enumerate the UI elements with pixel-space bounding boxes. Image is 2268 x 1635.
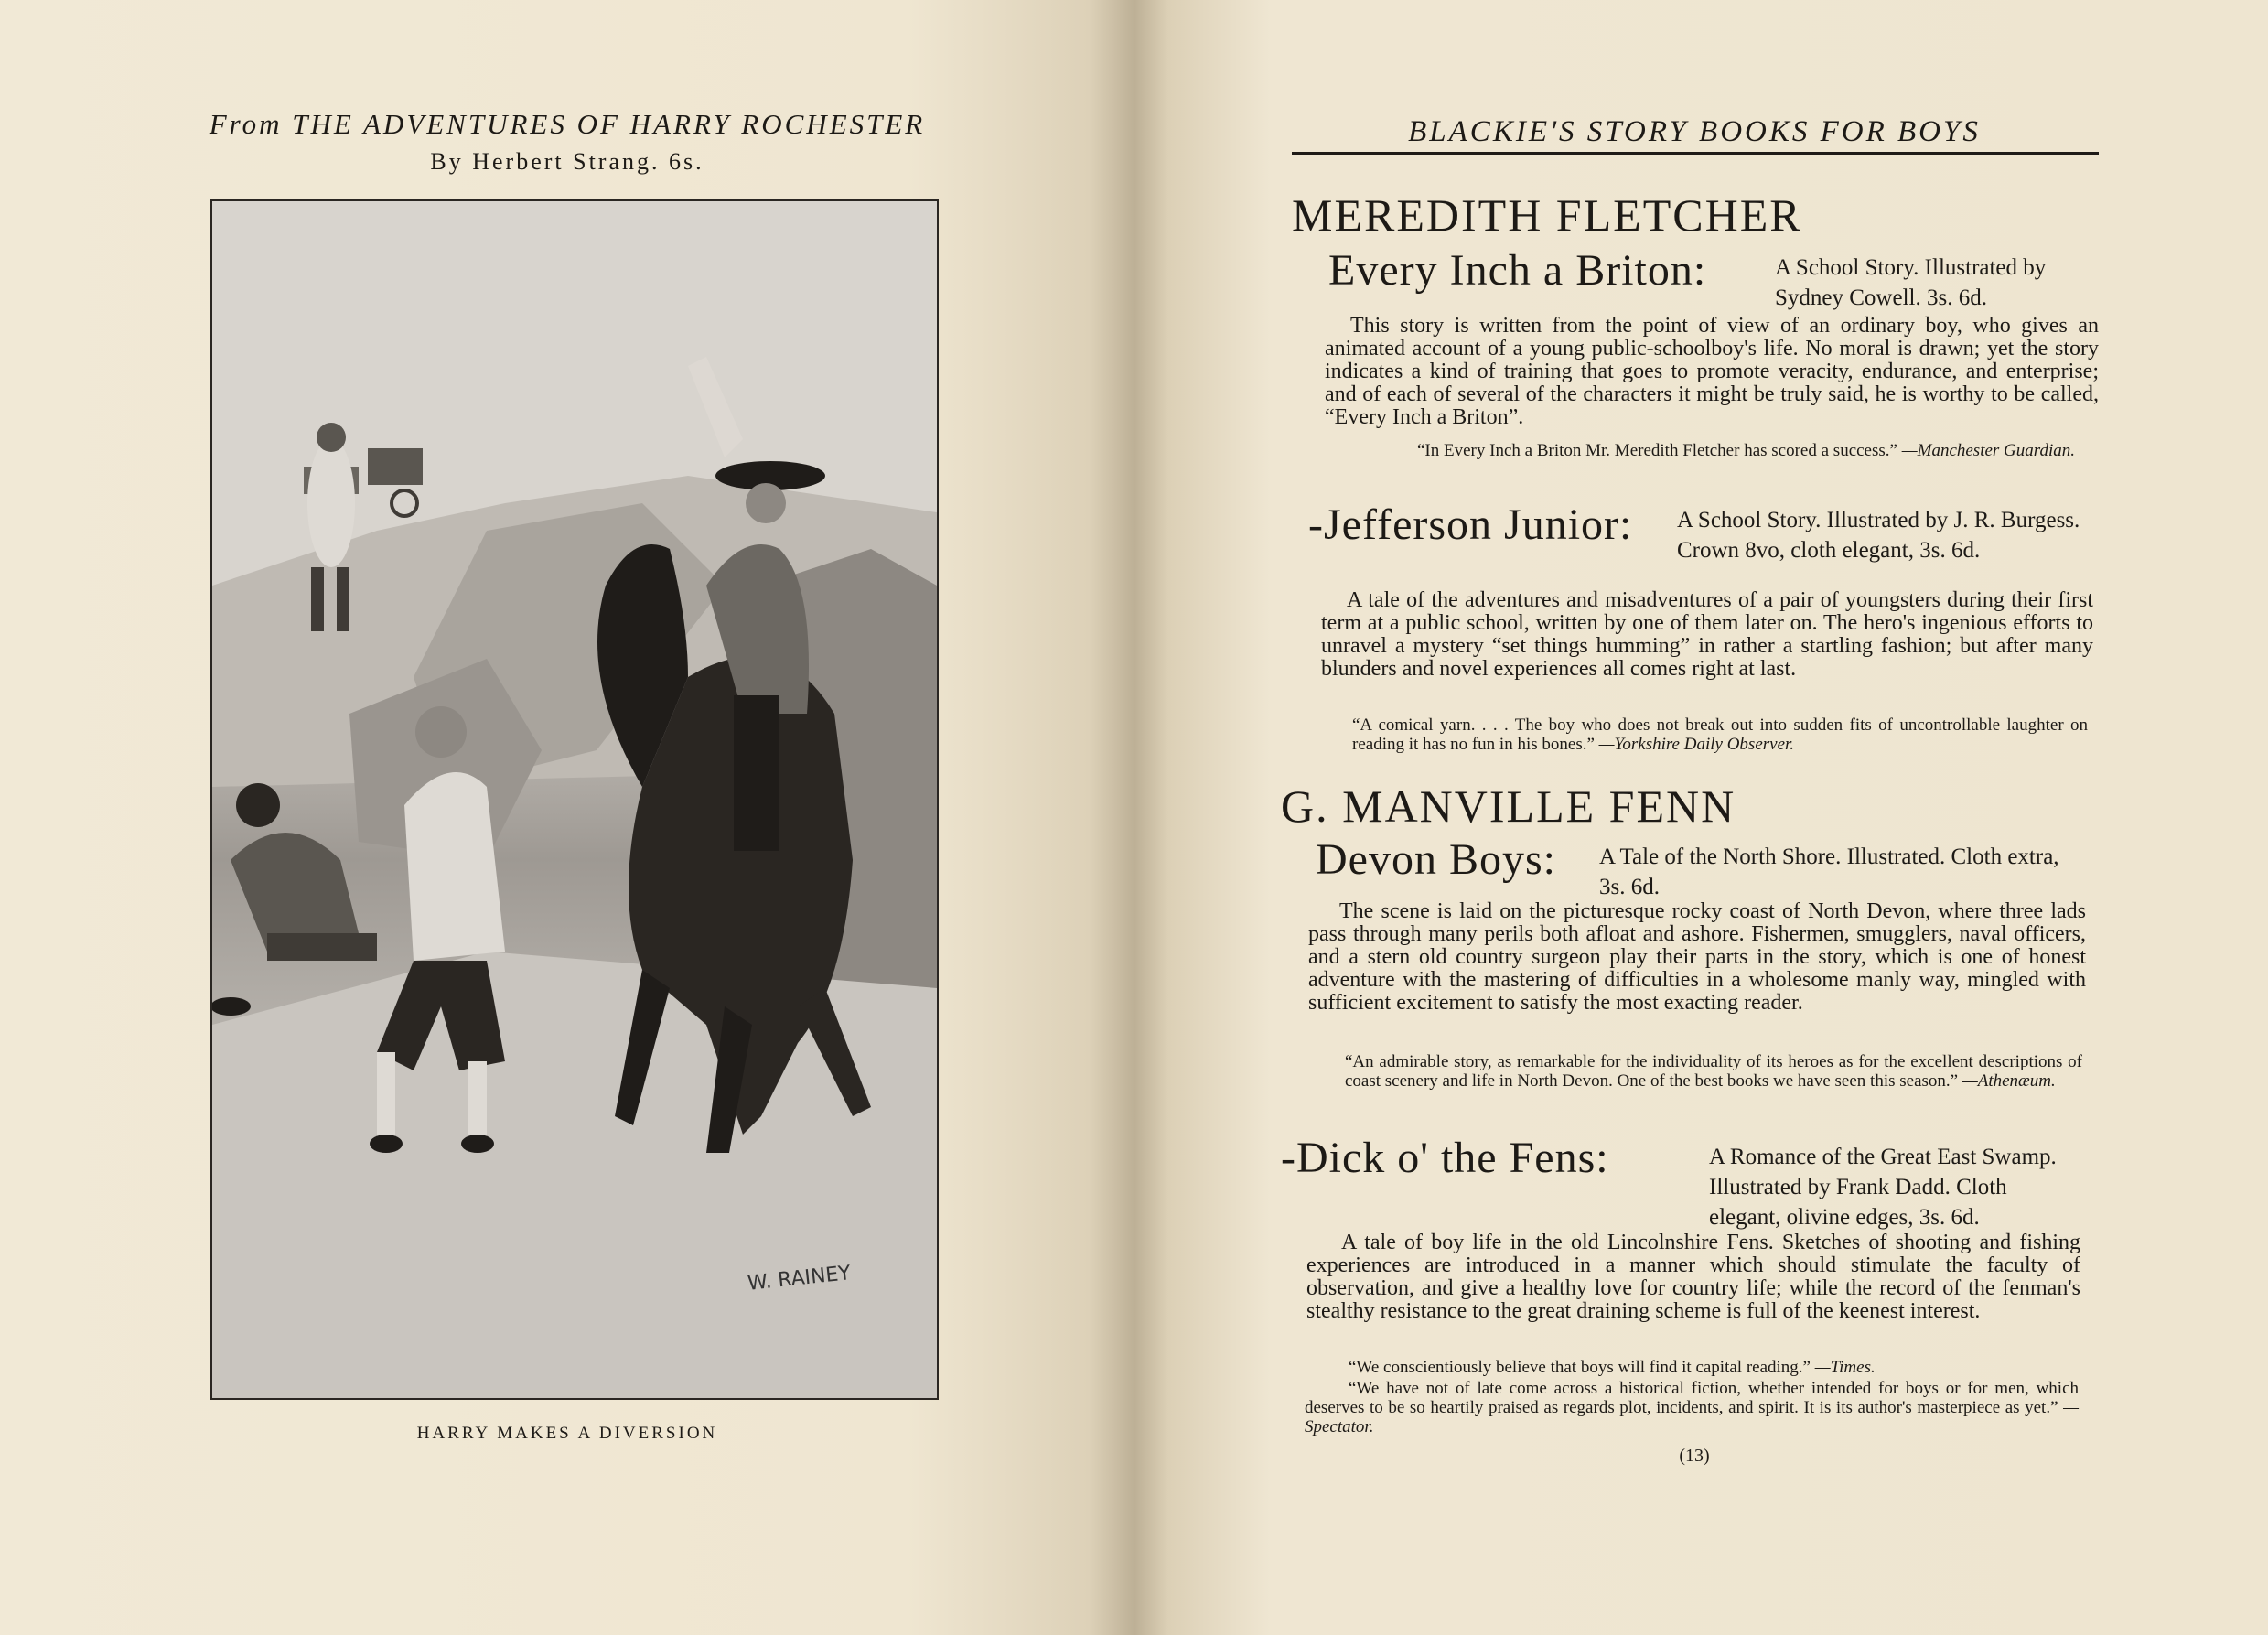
artist-signature: W. RAINEY [747,1262,852,1296]
book-title: Every Inch a Briton: [1328,246,1707,295]
review-quote-source: —Yorkshire Daily Observer. [1598,735,1795,754]
review-quote-source: —Manchester Guardian. [1901,441,2075,460]
illustration-plate [210,199,939,1400]
illustration-drawing [212,201,937,1398]
header-rule [1292,152,2099,155]
book-description: A tale of boy life in the old Lincolnshire Fens. Sketches of shooting and fishing experiences are introduced in a manner which should stimulate the faculty of observation, and give a healthy love for country life; while the record of the fenman's stealthy resistance to the great draining scheme is full of the keenest interest. [1306,1231,2080,1323]
book-title: Devon Boys: [1316,835,1556,884]
book-title: -Dick o' the Fens: [1281,1134,1609,1182]
review-quote-line [1305,1379,2079,1436]
review-quote [1325,441,2075,460]
review-quote [1352,715,2088,754]
running-header: BLACKIE'S STORY BOOKS FOR BOYS [1408,115,1981,148]
review-quote-source: —Athenæum. [1962,1071,2056,1091]
review-quote-line [1305,1358,2079,1377]
review-quote-text: “An admirable story, as remarkable for the individuality of its heroes as for the excellent descriptions of coast scenery and life in North Devon. One of the best books we have seen this season.” [1345,1052,2082,1091]
book-description: The scene is laid on the picturesque rocky coast of North Devon, where three lads pass through many perils both afloat and ashore. Fishermen, smugglers, naval officers, and a stern old country surgeon play their parts in the story, which is one of honest adventure with the mastering of difficulties in a wholesome manly way, mingled with sufficient excitement to satisfy the most exacting reader. [1308,899,2086,1015]
review-quote [1305,1358,2079,1436]
review-quote [1345,1052,2082,1091]
review-quote-text: “In Every Inch a Briton Mr. Meredith Fletcher has scored a success.” [1417,441,1897,460]
book-meta: A Romance of the Great East Swamp. Illustrated by Frank Dadd. Cloth elegant, olivine edges, 3s. 6d. [1709,1145,2057,1230]
review-quote-text: “A comical yarn. . . . The boy who does not break out into sudden fits of uncontrollable laughter on reading it has no fun in his bones.” [1352,715,2088,754]
illustration-caption: HARRY MAKES A DIVERSION [416,1424,718,1443]
review-quote-source: —Times. [1814,1358,1876,1377]
author-heading: G. MANVILLE FENN [1281,780,1736,832]
book-meta: A Tale of the North Shore. Illustrated. Cloth extra, 3s. 6d. [1599,844,2059,899]
book-meta: A School Story. Illustrated by J. R. Burgess. Crown 8vo, cloth elegant, 3s. 6d. [1677,508,2080,563]
book-description: A tale of the adventures and misadventures of a pair of youngsters during their first term at a public school, written by one of them later on. The hero's ingenious efforts to unravel a mystery “set things humming” in rather a startling fashion; but after many blunders and novel experiences all comes right at last. [1321,588,2093,681]
frontispiece-author-price: By Herbert Strang. 6s. [430,148,704,175]
frontispiece-source-title: From THE ADVENTURES OF HARRY ROCHESTER [209,108,926,140]
review-quote-text: “We conscientiously believe that boys will find it capital reading.” [1349,1358,1811,1377]
book-meta: A School Story. Illustrated by Sydney Cowell. 3s. 6d. [1775,255,2047,310]
book-title: -Jefferson Junior: [1308,500,1633,549]
page-number: (13) [1679,1446,1710,1466]
author-heading: MEREDITH FLETCHER [1292,189,1802,241]
review-quote-text: “We have not of late come across a historical fiction, whether intended for boys or for men, which deserves to be so heartily praised as regards plot, incidents, and spirit. It is its author's masterpiece as yet.” [1305,1379,2079,1417]
review-quote-source: —Spectator. [1305,1398,2080,1436]
book-description: This story is written from the point of view of an ordinary boy, who gives an animated account of a young public-schoolboy's life. No moral is drawn; yet the story indicates a kind of training that goes to promote veracity, endurance, and enterprise; and of each of several of the characters it might be truly said, he is worthy to be called, “Every Inch a Briton”. [1325,314,2099,429]
